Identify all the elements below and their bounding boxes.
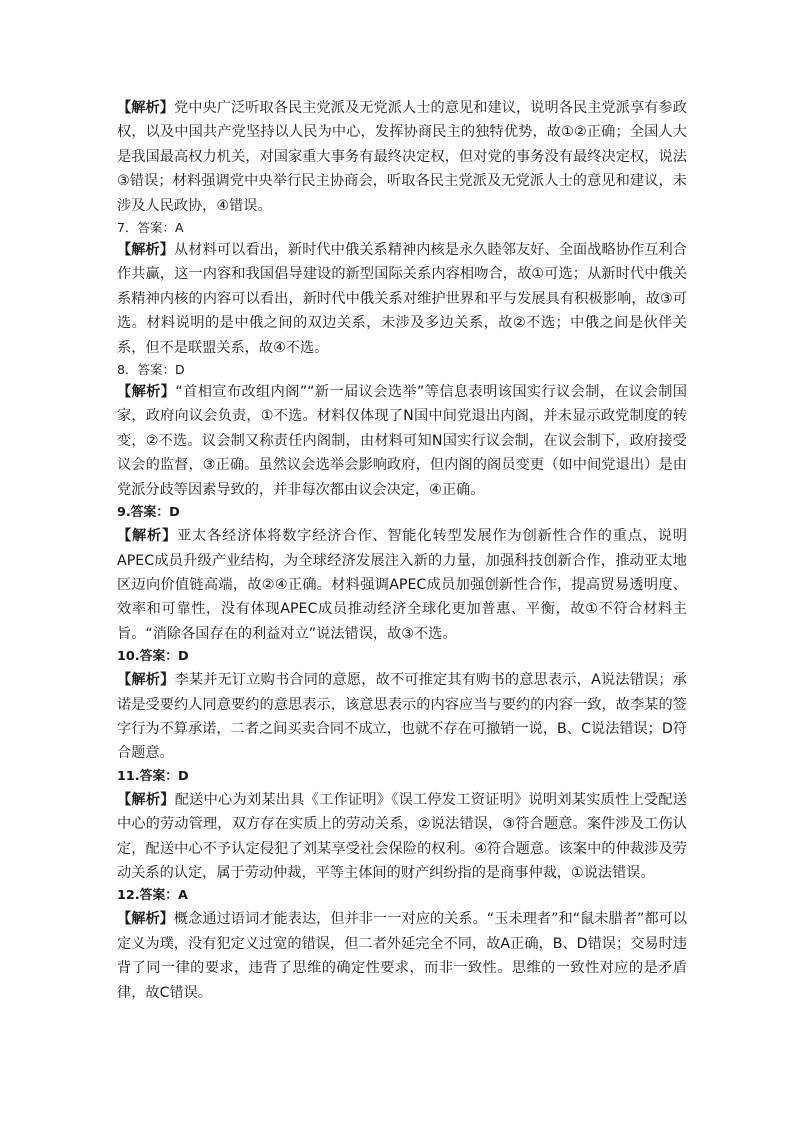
analysis-paragraph <box>117 380 687 502</box>
analysis-tag: 【解析】 <box>117 100 175 116</box>
analysis-text: 党中央广泛听取各民主党派及无党派人士的意见和建议，说明各民主党派享有参政权，以及中国共产党坚持以人民为中心，发挥协商民主的独特优势，故①②正确；全国人大是我国最高权力机关，对国家重大事务有最终决定权，但对党的事务没有最终决定权，说法③错误；材料强调党中央举行民主协商会，听取各民主党派及无党派人士的意见和建议，未涉及人民政协，④错误。 <box>117 100 687 214</box>
analysis-text: 配送中心为刘某出具《工作证明》《误工停发工资证明》说明刘某实质性上受配送中心的劳动管理，双方存在实质上的劳动关系，②说法错误，③符合题意。案件涉及工伤认定，配送中心不予认定侵犯了刘某享受社会保险的权利。④符合题意。该案中的仲裁涉及劳动关系的认定，属于劳动仲裁，平等主体间的财产纠纷指的是商事仲裁，①说法错误。 <box>117 791 687 881</box>
analysis-tag: 【解析】 <box>117 672 175 689</box>
analysis-text: 概念通过语词才能表达，但并非一一对应的关系。“玉未理者”和“鼠未腊者”都可以定义为璞，没有犯定义过宽的错误，但二者外延完全不同，故A正确，B、D错误；交易时违背了同一律的要求，违背了思维的确定性要求，而非一致性。思维的一致性对应的是矛盾律，故C错误。 <box>117 911 687 1001</box>
question-7-block <box>117 218 687 360</box>
answer-line: 11.答案：D <box>117 768 189 784</box>
document-page <box>117 96 687 1005</box>
answer-line: 10.答案：D <box>117 649 189 665</box>
question-11-block <box>117 766 687 886</box>
analysis-tag: 【解析】 <box>117 528 178 545</box>
analysis-paragraph <box>117 238 687 360</box>
answer-line: 7．答案：A <box>117 220 184 236</box>
answer-line: 8．答案：D <box>117 362 185 378</box>
question-8-block <box>117 360 687 502</box>
analysis-paragraph <box>117 907 687 1005</box>
analysis-text: “首相宣布改组内阁”“新一届议会选举”等信息表明该国实行议会制，在议会制国家，政府向议会负责，①不选。材料仅体现了N国中间党退出内阁，并未显示政党制度的转变，②不选。议会制又称责任内阁制，由材料可知N国实行议会制，在议会制下，政府接受议会的监督，③正确。虽然议会选举会影响政府，但内阁的阁员变更（如中间党退出）是由党派分歧等因素导致的，并非每次都由议会决定，④正确。 <box>117 384 687 498</box>
analysis-tag: 【解析】 <box>117 242 175 259</box>
analysis-tag: 【解析】 <box>117 911 174 928</box>
question-6-block <box>117 96 687 218</box>
analysis-paragraph <box>117 668 687 766</box>
answer-line: 12.答案：A <box>117 888 188 904</box>
analysis-tag: 【解析】 <box>117 791 175 808</box>
analysis-text: 从材料可以看出，新时代中俄关系精神内核是永久睦邻友好、全面战略协作互利合作共赢，这一内容和我国倡导建设的新型国际关系内容相吻合，故①可选；从新时代中俄关系精神内核的内容可以看出，新时代中俄关系对维护世界和平与发展具有积极影响，故③可选。材料说明的是中俄之间的双边关系，未涉及多边关系，故②不选；中俄之间是伙伴关系，但不是联盟关系，故④不选。 <box>117 242 687 356</box>
analysis-tag: 【解析】 <box>117 384 176 401</box>
analysis-paragraph <box>117 788 687 886</box>
analysis-text: 李某并无订立购书合同的意愿，故不可推定其有购书的意思表示，A说法错误；承诺是受要约人同意要约的意思表示，该意思表示的内容应当与要约的内容一致，故李某的签字行为不算承诺，二者之间买卖合同不成立，也就不存在可撤销一说，B、C说法错误；D符合题意。 <box>117 672 687 762</box>
answer-line: 9.答案：D <box>117 505 180 521</box>
analysis-paragraph <box>117 524 687 646</box>
question-10-block <box>117 646 687 766</box>
question-9-block <box>117 502 687 646</box>
analysis-text: 亚太各经济体将数字经济合作、智能化转型发展作为创新性合作的重点，说明APEC成员升级产业结构，为全球经济发展注入新的力量，加强科技创新合作，推动亚太地区迈向价值链高端，故②④正确。材料强调APEC成员加强创新性合作，提高贸易透明度、效率和可靠性，没有体现APEC成员推动经济全球化更加普惠、平衡，故①不符合材料主旨。“消除各国存在的利益对立”说法错误，故③不选。 <box>117 528 687 642</box>
analysis-paragraph <box>117 96 687 218</box>
question-12-block <box>117 885 687 1005</box>
